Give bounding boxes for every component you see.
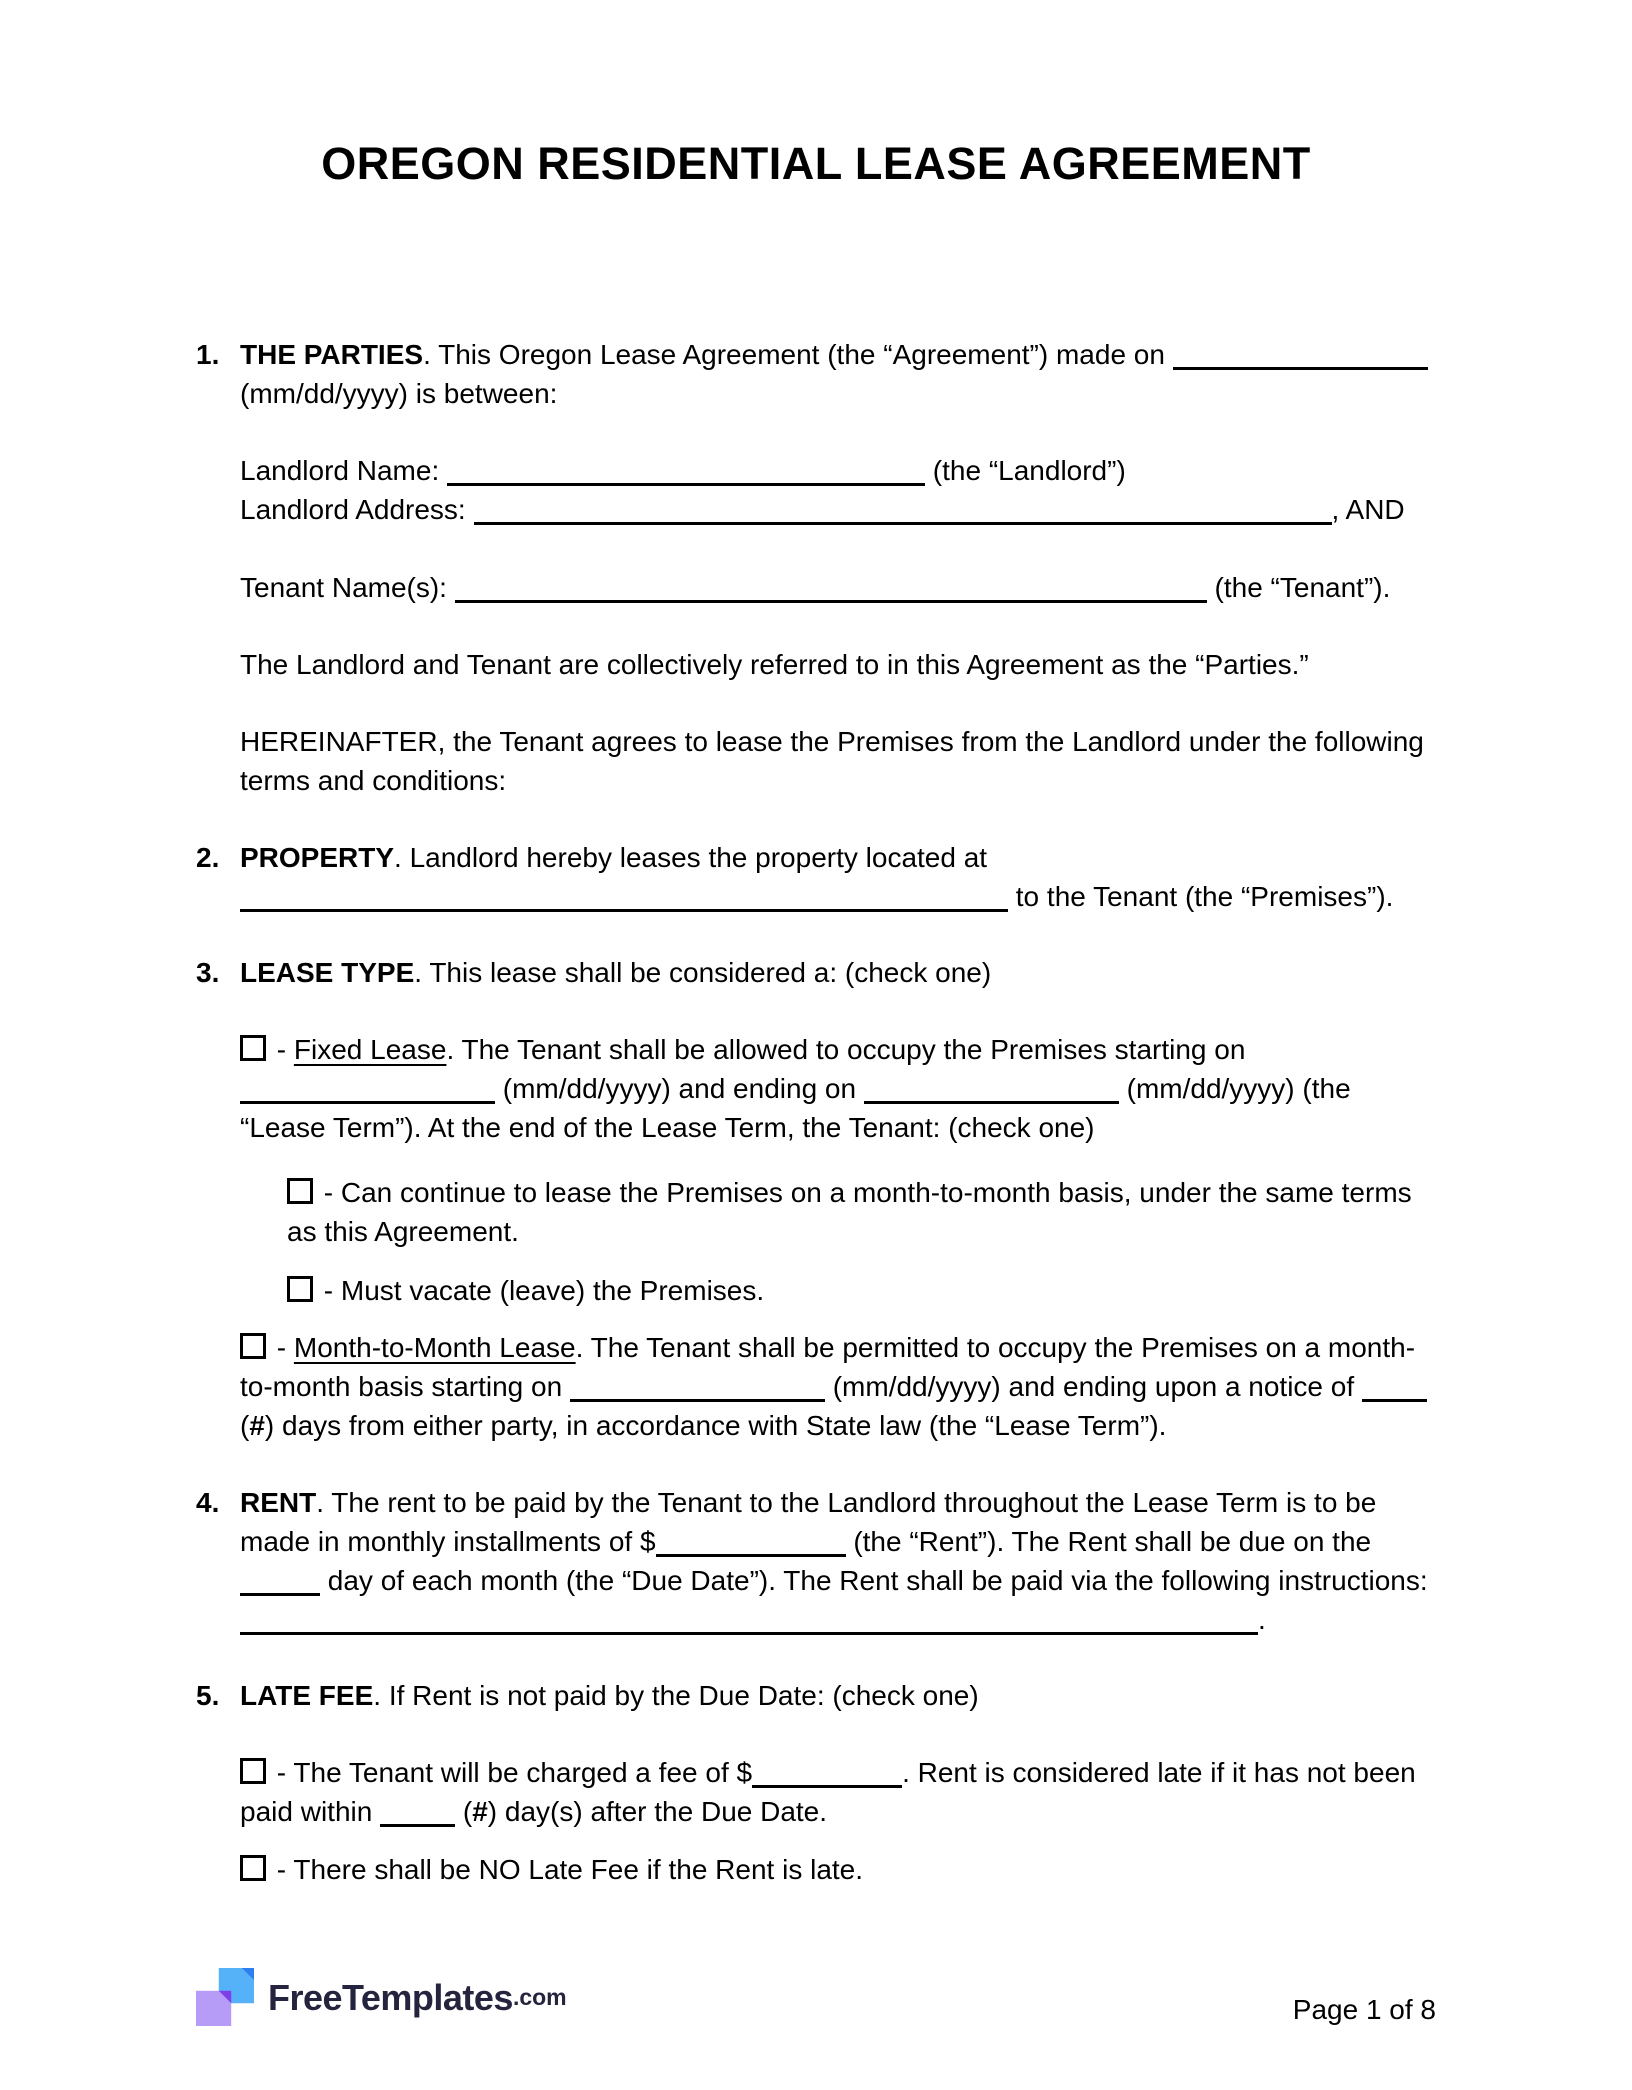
fixed-lease-after-term-text: . The Tenant shall be allowed to occupy the Premises starting on: [446, 1034, 1246, 1065]
section-rent-period: .: [1258, 1604, 1266, 1635]
agreement-date-blank[interactable]: [1173, 341, 1428, 370]
section-late-fee-number: 5.: [196, 1680, 220, 1711]
landlord-lines: [240, 451, 1440, 529]
brand-suffix: .com: [512, 1983, 567, 2010]
late-fee-after-amount-text: . Rent is considered late if it has not been paid within: [240, 1757, 1416, 1827]
fixed-lease-term: Fixed Lease: [293, 1034, 447, 1065]
m2m-hash-close-text: ) days from either party, in accordance with State law (the “Lease Term”).: [264, 1410, 1167, 1441]
landlord-address-line: [240, 490, 1440, 529]
section-rent-number: 4.: [196, 1487, 220, 1518]
month-to-month-checkbox[interactable]: [240, 1333, 266, 1359]
no-late-fee-checkbox[interactable]: [240, 1855, 266, 1881]
landlord-address-blank[interactable]: [474, 496, 1332, 525]
no-late-fee-option: [240, 1850, 1440, 1889]
section-parties-after-date-text: (mm/dd/yyyy) is between:: [240, 378, 558, 409]
section-parties: [196, 335, 1436, 413]
section-lease-type-label: LEASE TYPE: [240, 957, 415, 988]
section-property: [196, 838, 1436, 916]
fixed-lease-after-dates-text: (mm/dd/yyyy) (the “Lease Term”). At the end of the Lease Term, the Tenant: (check one): [240, 1073, 1351, 1143]
must-vacate-checkbox[interactable]: [287, 1276, 313, 1302]
section-rent: [196, 1483, 1436, 1639]
landlord-name-tail: (the “Landlord”): [932, 455, 1126, 486]
freetemplates-logo-icon: [196, 1968, 254, 2026]
late-fee-hash-close-text: ) day(s) after the Due Date.: [487, 1796, 828, 1827]
section-rent-text: [240, 1483, 1436, 1639]
rent-due-day-blank[interactable]: [240, 1567, 320, 1596]
section-lease-type-number: 3.: [196, 957, 220, 988]
tenant-name-blank[interactable]: [455, 574, 1207, 603]
fixed-lease-option: [240, 1030, 1440, 1147]
late-fee-dash: -: [276, 1757, 294, 1788]
landlord-name-line: [240, 451, 1440, 490]
hereinafter-paragraph: HEREINAFTER, the Tenant agrees to lease the Premises from the Landlord under the following terms and conditions:: [240, 726, 1424, 796]
month-to-month-option: [240, 1328, 1440, 1445]
late-fee-days-blank[interactable]: [380, 1798, 455, 1827]
brand-name: FreeTemplates: [268, 1976, 513, 2018]
section-property-after-blank-text: to the Tenant (the “Premises”).: [1015, 881, 1394, 912]
landlord-address-label: Landlord Address:: [240, 494, 466, 525]
tenant-line: [240, 568, 1440, 607]
section-parties-intro-text: . This Oregon Lease Agreement (the “Agreement”) made on: [423, 339, 1165, 370]
m2m-dash: -: [276, 1332, 294, 1363]
section-rent-label: RENT: [240, 1487, 317, 1518]
m2m-hash-sign: #: [249, 1410, 265, 1441]
late-fee-hash-sign: #: [472, 1796, 488, 1827]
section-late-fee-intro-text: . If Rent is not paid by the Due Date: (check one): [373, 1680, 979, 1711]
fixed-lease-end-date-blank[interactable]: [864, 1075, 1119, 1104]
landlord-address-tail: , AND: [1331, 494, 1405, 525]
fixed-lease-between-dates-text: (mm/dd/yyyy) and ending on: [502, 1073, 857, 1104]
rent-amount-blank[interactable]: [656, 1528, 846, 1557]
page-number-label: Page 1 of 8: [1292, 1994, 1436, 2025]
section-property-intro-text: . Landlord hereby leases the property located at: [394, 842, 988, 873]
fixed-lease-dash: -: [276, 1034, 294, 1065]
tenant-name-tail: (the “Tenant”).: [1214, 572, 1391, 603]
month-to-month-term: Month-to-Month Lease: [293, 1332, 576, 1363]
vacate-option: [287, 1271, 1440, 1310]
section-lease-type: [196, 953, 1436, 992]
late-fee-charged-checkbox[interactable]: [240, 1758, 266, 1784]
section-parties-intro: [240, 335, 1436, 413]
month-to-month-start-date-blank[interactable]: [570, 1373, 825, 1402]
late-fee-amount-blank[interactable]: [752, 1759, 902, 1788]
section-lease-type-text: [240, 953, 1436, 992]
section-lease-type-intro-text: . This lease shall be considered a: (check one): [414, 957, 992, 988]
section-late-fee-label: LATE FEE: [240, 1680, 374, 1711]
no-late-fee-text: There shall be NO Late Fee if the Rent is late.: [293, 1854, 864, 1885]
fixed-lease-checkbox[interactable]: [240, 1035, 266, 1061]
property-address-blank[interactable]: [240, 883, 1008, 912]
section-parties-number: 1.: [196, 339, 220, 370]
section-late-fee: [196, 1676, 1436, 1715]
document-title: OREGON RESIDENTIAL LEASE AGREEMENT: [321, 138, 1311, 189]
continue-month-to-month-checkbox[interactable]: [287, 1178, 313, 1204]
late-fee-hash-open: (: [462, 1796, 473, 1827]
section-rent-intro-text: . The rent to be paid by the Tenant to the Landlord throughout the Lease Term is to be made in monthly installments of $: [240, 1487, 1377, 1557]
late-fee-before-amount-text: The Tenant will be charged a fee of $: [293, 1757, 753, 1788]
m2m-after-term-text: . The Tenant shall be permitted to occupy the Premises on a month-to-month basis starting on: [240, 1332, 1416, 1402]
parties-collective-line: The Landlord and Tenant are collectively referred to in this Agreement as the “Parties.”: [240, 649, 1309, 680]
continue-option-text: - Can continue to lease the Premises on a month-to-month basis, under the same terms as this Agreement.: [287, 1177, 1412, 1247]
landlord-name-blank[interactable]: [447, 457, 925, 486]
section-late-fee-text: [240, 1676, 1436, 1715]
section-property-number: 2.: [196, 842, 220, 873]
m2m-hash-open: (: [240, 1410, 250, 1441]
no-late-fee-dash: -: [276, 1854, 294, 1885]
section-rent-after-day-text: day of each month (the “Due Date”). The Rent shall be paid via the following instructions:: [327, 1565, 1428, 1596]
section-property-label: PROPERTY: [240, 842, 395, 873]
tenant-name-label: Tenant Name(s):: [240, 572, 447, 603]
freetemplates-logo: [196, 1968, 567, 2026]
late-fee-charged-option: [240, 1753, 1440, 1831]
section-parties-label: THE PARTIES: [240, 339, 424, 370]
vacate-option-text: - Must vacate (leave) the Premises.: [323, 1275, 765, 1306]
m2m-mid-text: (mm/dd/yyyy) and ending upon a notice of: [832, 1371, 1355, 1402]
landlord-name-label: Landlord Name:: [240, 455, 440, 486]
rent-instructions-blank[interactable]: [240, 1606, 1258, 1635]
section-property-text: [240, 838, 1436, 916]
fixed-lease-start-date-blank[interactable]: [240, 1075, 495, 1104]
section-rent-after-amount-text: (the “Rent”). The Rent shall be due on the: [853, 1526, 1372, 1557]
notice-days-blank[interactable]: [1362, 1373, 1427, 1402]
continue-option: [287, 1173, 1440, 1251]
